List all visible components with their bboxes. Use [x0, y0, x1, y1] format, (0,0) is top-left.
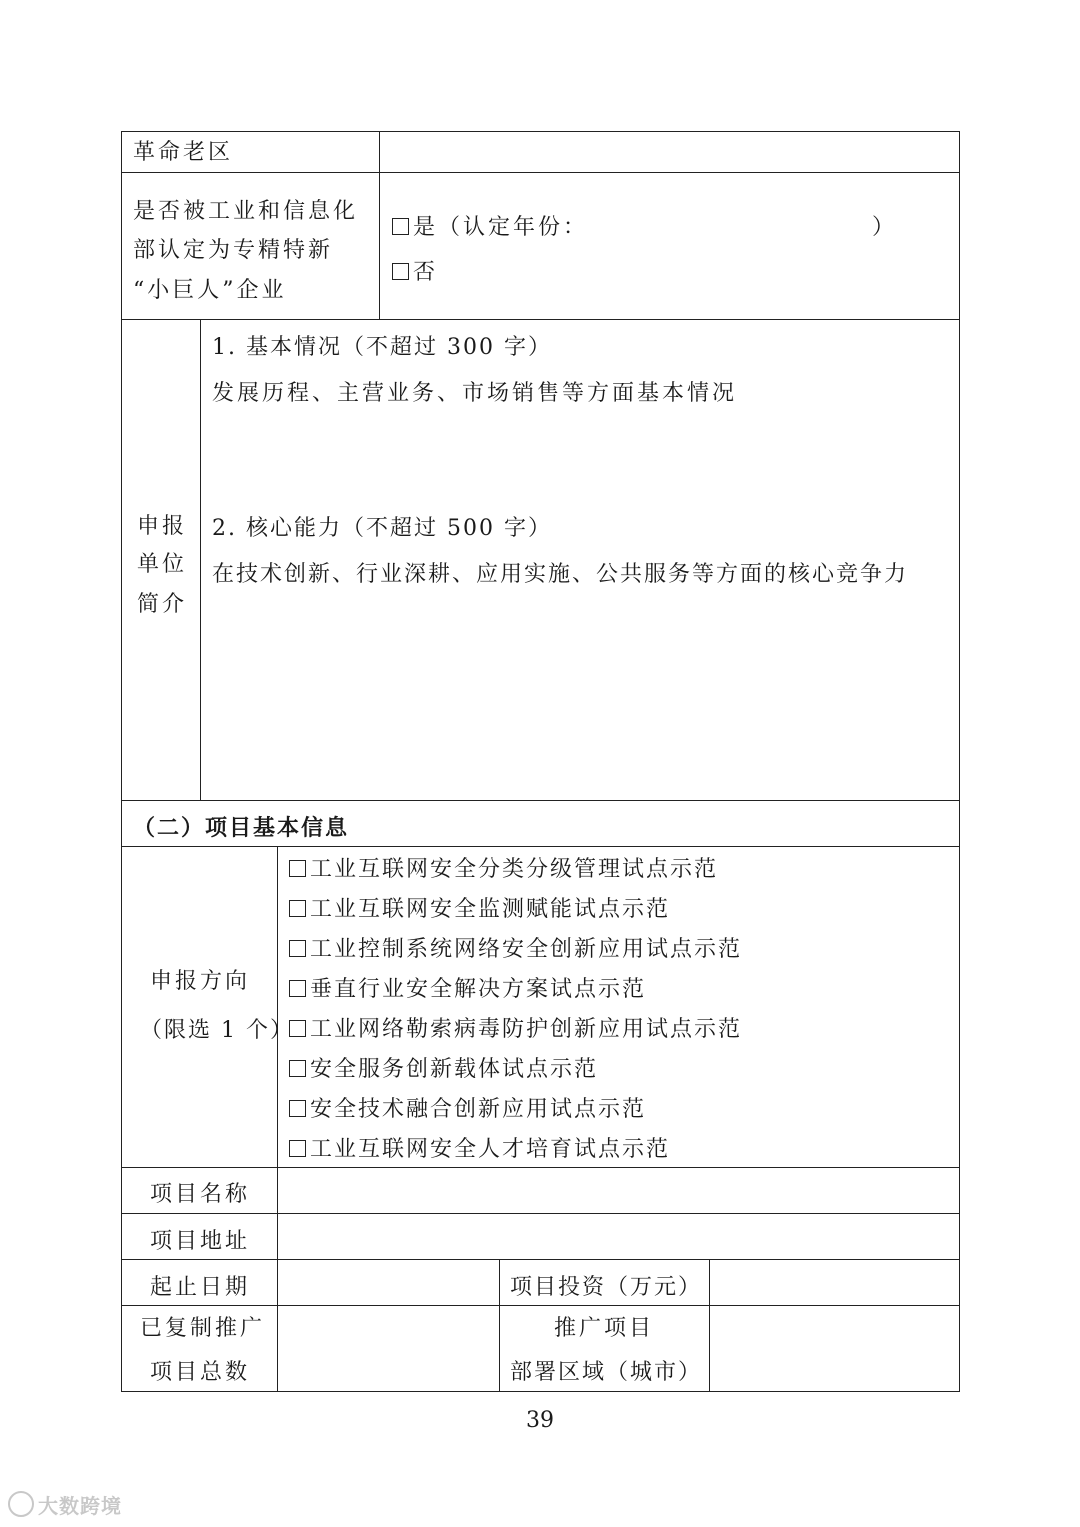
old-area-label: 革命老区: [133, 140, 234, 165]
checkbox[interactable]: [289, 980, 306, 997]
section2-title: （二）项目基本信息: [133, 815, 350, 841]
checkbox[interactable]: [289, 940, 306, 957]
intro-label-3: 简介: [137, 592, 188, 617]
start-end-date-input[interactable]: [279, 1261, 498, 1304]
deploy-area-input[interactable]: [711, 1307, 958, 1390]
no-checkbox[interactable]: [392, 263, 409, 280]
checkbox[interactable]: [289, 1100, 306, 1117]
intro-section1-title: 1. 基本情况（不超过 300 字）: [212, 335, 552, 360]
direction-option-label: 安全技术融合创新应用试点示范: [310, 1097, 647, 1122]
project-name-label: 项目名称: [150, 1182, 251, 1207]
yes-option-close: ）: [872, 215, 898, 240]
yes-option[interactable]: [392, 213, 588, 243]
intro-section1-desc[interactable]: 发展历程、主营业务、市场销售等方面基本情况: [212, 381, 738, 406]
direction-option[interactable]: [289, 1135, 670, 1165]
direction-option-label: 工业互联网安全人才培育试点示范: [310, 1137, 671, 1162]
direction-option[interactable]: [289, 975, 646, 1005]
checkbox[interactable]: [289, 1060, 306, 1077]
direction-option[interactable]: [289, 1095, 646, 1125]
direction-option-label: 安全服务创新载体试点示范: [310, 1057, 599, 1082]
direction-option[interactable]: [289, 895, 670, 925]
little-giant-label-line3: “小巨人”企业: [133, 278, 287, 303]
direction-label: 申报方向: [150, 969, 251, 994]
little-giant-label-line2: 部认定为专精特新: [133, 238, 334, 263]
watermark: [8, 1490, 122, 1519]
start-end-date-label: 起止日期: [150, 1275, 251, 1300]
direction-limit: （限选 1 个）: [140, 1018, 294, 1043]
intro-section2-desc[interactable]: 在技术创新、行业深耕、应用实施、公共服务等方面的核心竞争力: [212, 562, 909, 587]
watermark-logo-icon: [8, 1491, 34, 1517]
replicated-input[interactable]: [279, 1307, 498, 1390]
no-option[interactable]: [392, 258, 438, 288]
intro-label-1: 申报: [137, 514, 188, 539]
direction-option-label: 工业控制系统网络安全创新应用试点示范: [310, 937, 743, 962]
deploy-area-label-line1: 推广项目: [554, 1316, 655, 1341]
checkbox[interactable]: [289, 900, 306, 917]
intro-label-2: 单位: [137, 552, 188, 577]
yes-option-label: 是（认定年份：: [413, 215, 589, 240]
page-number: 39: [526, 1408, 554, 1433]
investment-label: 项目投资（万元）: [510, 1275, 703, 1300]
no-option-label: 否: [413, 260, 439, 285]
direction-option-label: 垂直行业安全解决方案试点示范: [310, 977, 647, 1002]
checkbox[interactable]: [289, 860, 306, 877]
direction-option[interactable]: [289, 1055, 598, 1085]
project-name-input[interactable]: [279, 1169, 958, 1212]
direction-option-label: 工业互联网安全监测赋能试点示范: [310, 897, 671, 922]
checkbox[interactable]: [289, 1140, 306, 1157]
direction-option[interactable]: [289, 855, 718, 885]
replicated-label-line1: 已复制推广: [140, 1316, 266, 1341]
direction-option[interactable]: [289, 1015, 742, 1045]
little-giant-label-line1: 是否被工业和信息化: [133, 199, 359, 224]
direction-option-label: 工业互联网安全分类分级管理试点示范: [310, 857, 719, 882]
investment-input[interactable]: [711, 1261, 958, 1304]
project-address-input[interactable]: [279, 1215, 958, 1258]
watermark-text: 大数跨境: [38, 1494, 122, 1518]
checkbox[interactable]: [289, 1020, 306, 1037]
yes-checkbox[interactable]: [392, 218, 409, 235]
deploy-area-label-line2: 部署区域（城市）: [510, 1360, 703, 1385]
replicated-label-line2: 项目总数: [150, 1360, 251, 1385]
direction-option-label: 工业网络勒索病毒防护创新应用试点示范: [310, 1017, 743, 1042]
intro-section2-title: 2. 核心能力（不超过 500 字）: [212, 516, 552, 541]
project-address-label: 项目地址: [150, 1229, 251, 1254]
direction-option[interactable]: [289, 935, 742, 965]
